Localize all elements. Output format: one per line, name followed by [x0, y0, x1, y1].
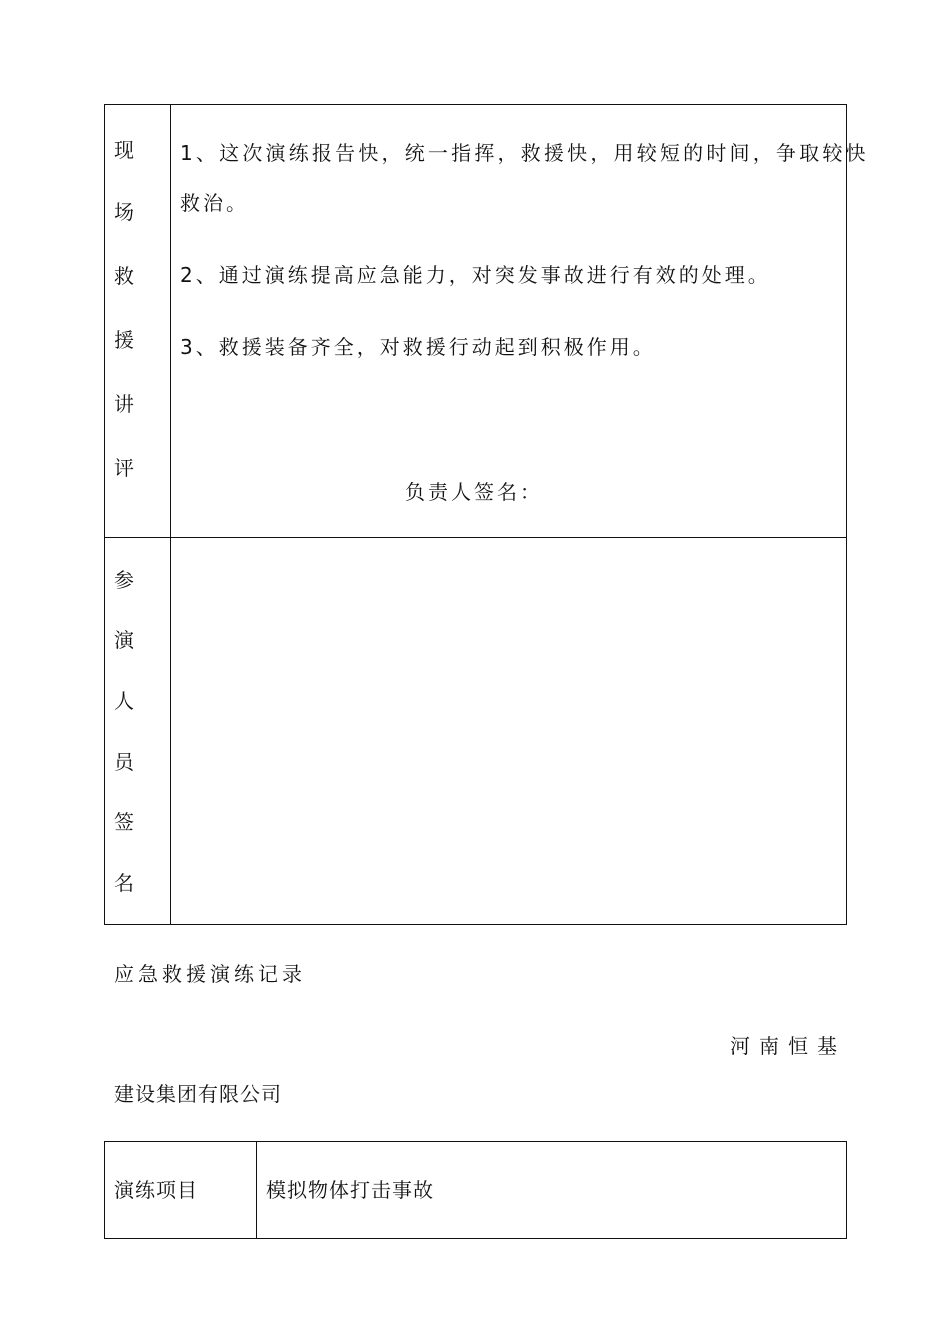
- participants-label-char: 签: [114, 810, 134, 834]
- review-label-char: 场: [114, 200, 134, 224]
- participants-label-char: 员: [114, 750, 134, 774]
- participants-label-char: 名: [114, 871, 134, 895]
- review-item-2: 2、通过演练提高应急能力，对突发事故进行有效的处理。: [180, 263, 771, 287]
- signature-label: 负责人签名：: [405, 480, 543, 504]
- participants-label-char: 参: [114, 568, 134, 592]
- review-item-1-cont: 救治。: [180, 191, 249, 215]
- drill-table-divider: [256, 1141, 257, 1239]
- drill-project-label: 演练项目: [114, 1178, 198, 1202]
- review-table-divider: [170, 104, 171, 925]
- company-name-line2: 建设集团有限公司: [114, 1082, 282, 1106]
- review-table: [104, 104, 847, 925]
- review-table-row-divider: [104, 537, 847, 538]
- review-label-char: 评: [114, 456, 134, 480]
- drill-table: [104, 1141, 847, 1239]
- drill-project-value: 模拟物体打击事故: [266, 1178, 434, 1202]
- participants-label-char: 演: [114, 628, 134, 652]
- review-label-char: 救: [114, 264, 134, 288]
- company-name-line1: 河南恒基: [730, 1034, 846, 1058]
- participants-label-char: 人: [114, 689, 134, 713]
- record-title: 应急救援演练记录: [114, 962, 306, 986]
- review-label-char: 现: [114, 138, 134, 162]
- review-label-char: 援: [114, 328, 134, 352]
- review-label-char: 讲: [114, 392, 134, 416]
- review-item-1: 1、这次演练报告快，统一指挥，救援快，用较短的时间，争取较快: [180, 141, 869, 165]
- review-item-3: 3、救援装备齐全，对救援行动起到积极作用。: [180, 335, 656, 359]
